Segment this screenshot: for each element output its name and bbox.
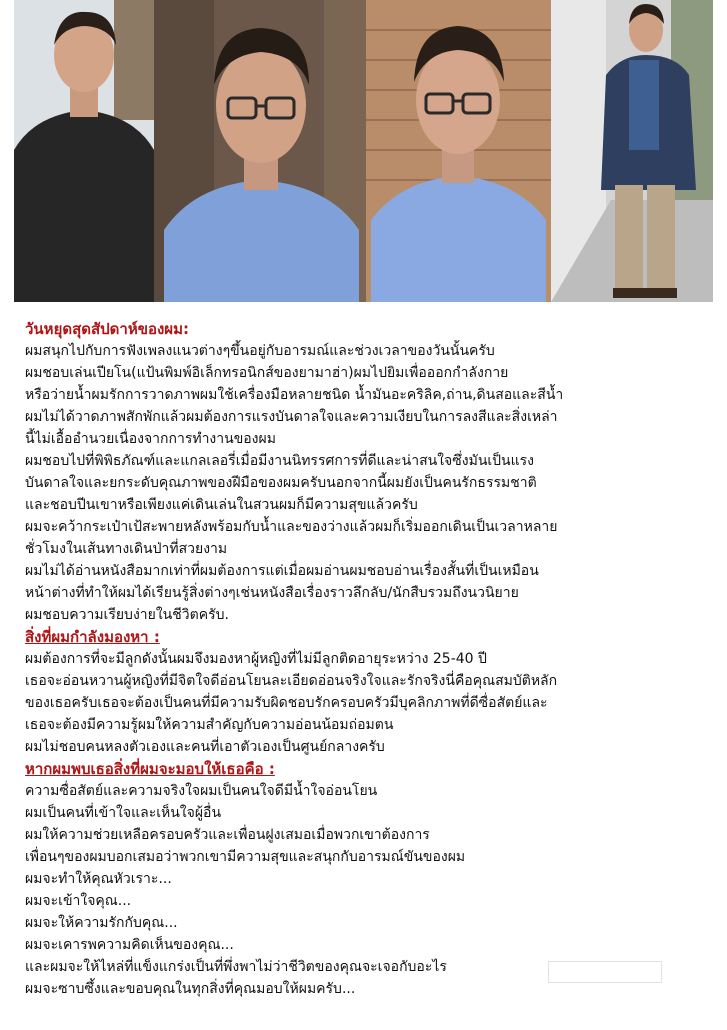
weekend-line: หน้าต่างที่ทำให้ผมได้เรียนรู้สิ่งต่างๆเช่นหนังสือเรื่องราวลึกลับ/นักสืบรวมถึงนวนิยาย xyxy=(25,585,519,601)
will-give-line: ผมจะเข้าใจคุณ... xyxy=(25,893,132,909)
will-give-line: และผมจะให้ไหล่ที่แข็งแกร่งเป็นที่พึ่งพาไม่ว่าชีวิตของคุณจะเจอกับอะไร xyxy=(25,959,447,975)
weekend-line: ผมไม่ได้วาดภาพสักพักแล้วผมต้องการแรงบันดาลใจและความเงียบในการลงสีและสิ่งเหล่า xyxy=(25,409,558,425)
weekend-line: ผมจะคว้ากระเป๋าเป้สะพายหลังพร้อมกับน้ำและของว่างแล้วผมก็เริ่มออกเดินเป็นเวลาหลาย xyxy=(25,519,558,535)
profile-photo-1[interactable] xyxy=(14,0,154,302)
will-give-heading: หากผมพบเธอสิ่งที่ผมจะมอบให้เธอคือ : xyxy=(25,760,275,778)
weekend-line: ผมชอบไปที่พิพิธภัณฑ์และแกลเลอรี่เมื่อมีงานนิทรรศการที่ดีและน่าสนใจซึ่งมันเป็นแรง xyxy=(25,453,535,469)
weekend-line: ผมไม่ได้อ่านหนังสือมากเท่าที่ผมต้องการแต่เมื่อผมอ่านผมชอบอ่านเรื่องสั้นที่เป็นเหมือน xyxy=(25,563,539,579)
weekend-line: และชอบปีนเขาหรือเพียงแค่เดินเล่นในสวนผมก็มีความสุขแล้วครับ xyxy=(25,497,418,513)
weekend-line: ผมชอบเล่นเปียโน(แป้นพิมพ์อิเล็กทรอนิกส์ของยามาฮ่า)ผมไปยิมเพื่อออกกำลังกาย xyxy=(25,365,509,381)
will-give-line: ผมเป็นคนที่เข้าใจและเห็นใจผู้อื่น xyxy=(25,805,222,821)
will-give-line: ผมให้ความช่วยเหลือครอบครัวและเพื่อนฝูงเสมอเมื่อพวกเขาต้องการ xyxy=(25,827,430,843)
looking-for-line: ผมต้องการที่จะมีลูกดังนั้นผมจึงมองหาผู้หญิงที่ไม่มีลูกติดอายุระหว่าง 25-40 ปี xyxy=(25,651,487,667)
portrait-blue-shirt-glasses-image xyxy=(154,0,366,302)
photo-strip xyxy=(14,0,713,302)
profile-photo-4[interactable] xyxy=(551,0,713,302)
weekend-line: ผมสนุกไปกับการฟังเพลงแนวต่างๆขึ้นอยู่กับอารมณ์และช่วงเวลาของวันนั้นครับ xyxy=(25,343,495,359)
profile-text xyxy=(25,318,705,1000)
will-give-line: ความซื่อสัตย์และความจริงใจผมเป็นคนใจดีมีน้ำใจอ่อนโยน xyxy=(25,783,378,799)
will-give-line: ผมจะให้ความรักกับคุณ... xyxy=(25,915,178,931)
weekend-line: หรือว่ายน้ำผมรักการวาดภาพผมใช้เครื่องมือหลายชนิด น้ำมันอะคริลิค,ถ่าน,ดินสอและสีน้ำ xyxy=(25,387,564,403)
redaction-box xyxy=(548,961,662,983)
looking-for-heading: สิ่งที่ผมกำลังมองหา : xyxy=(25,628,160,646)
looking-for-line: เธอจะต้องมีความรู้ผมให้ความสำคัญกับความอ่อนน้อมถ่อมตน xyxy=(25,717,394,733)
weekend-heading: วันหยุดสุดสัปดาห์ของผม: xyxy=(25,320,189,338)
looking-for-line: ของเธอครับเธอจะต้องเป็นคนที่มีความรับผิดชอบรักครอบครัวมีบุคลิกภาพที่ดีซื่อสัตย์และ xyxy=(25,695,548,711)
profile-photo-2[interactable] xyxy=(154,0,366,302)
weekend-line: บันดาลใจและยกระดับคุณภาพของฝีมือของผมครับนอกจากนี้ผมยังเป็นคนรักธรรมชาติ xyxy=(25,475,537,491)
will-give-line: เพื่อนๆของผมบอกเสมอว่าพวกเขามีความสุขและสนุกกับอารมณ์ขันของผม xyxy=(25,849,466,865)
profile-photo-3[interactable] xyxy=(366,0,551,302)
weekend-line: ผมชอบความเรียบง่ายในชีวิตครับ. xyxy=(25,607,229,623)
looking-for-line: ผมไม่ชอบคนหลงตัวเองและคนที่เอาตัวเองเป็นศูนย์กลางครับ xyxy=(25,739,385,755)
looking-for-line: เธอจะอ่อนหวานผู้หญิงที่มีจิตใจดีอ่อนโยนละเอียดอ่อนจริงใจและรักจริงนี่คือคุณสมบัติหลัก xyxy=(25,673,558,689)
portrait-blue-shirt-brick-image xyxy=(366,0,551,302)
weekend-line: นี้ไม่เอื้ออำนวยเนื่องจากการทำงานของผม xyxy=(25,431,276,447)
will-give-line: ผมจะเคารพความคิดเห็นของคุณ... xyxy=(25,937,234,953)
weekend-line: ชั่วโมงในเส้นทางเดินป่าที่สวยงาม xyxy=(25,541,228,557)
portrait-full-body-blazer-image xyxy=(551,0,713,302)
will-give-line: ผมจะซาบซึ้งและขอบคุณในทุกสิ่งที่คุณมอบให้ผมครับ... xyxy=(25,981,356,997)
will-give-line: ผมจะทำให้คุณหัวเราะ... xyxy=(25,871,172,887)
portrait-black-sweater-image xyxy=(14,0,154,302)
